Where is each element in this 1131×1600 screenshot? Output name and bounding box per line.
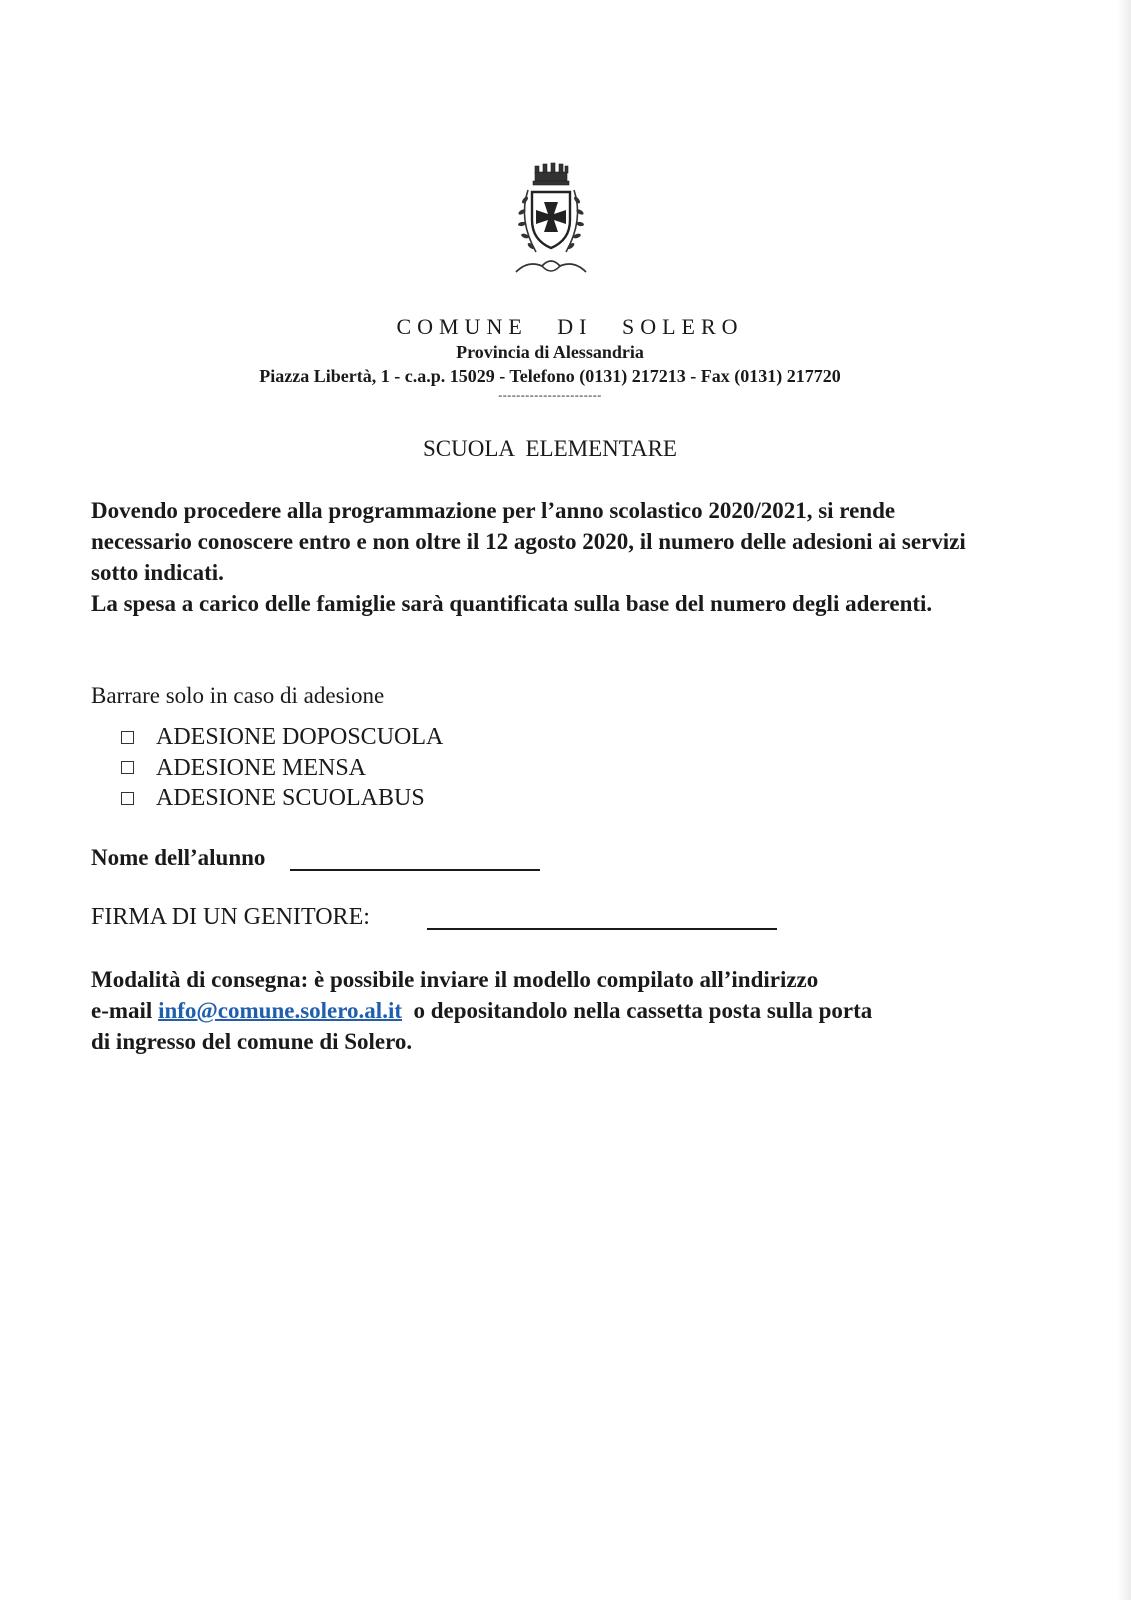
page-edge-shadow [1117, 0, 1131, 1600]
doposcuola-checkbox[interactable] [121, 731, 134, 744]
email-prefix: e-mail [91, 998, 159, 1023]
service-options [121, 722, 443, 814]
option-label: ADESIONE MENSA [156, 754, 366, 781]
intro-paragraph-costs: La spesa a carico delle famiglie sarà quantificata sulla base del numero degli aderenti. [91, 591, 933, 616]
option-scuolabus[interactable] [121, 783, 443, 814]
option-label: ADESIONE DOPOSCUOLA [156, 724, 444, 751]
option-mensa[interactable] [121, 753, 443, 784]
intro-paragraph-programming: Dovendo procedere alla programmazione per l’anno scolastico 2020/2021, si rende necessario conoscere entro e non oltre il 12 agosto 2020, il numero delle adesioni ai servizi sotto indicati. [91, 498, 966, 585]
delivery-instructions [91, 964, 1011, 1057]
delivery-line-2-rest: o depositandolo nella cassetta posta sulla porta [402, 998, 873, 1023]
signature-row [91, 902, 370, 933]
signature-field[interactable] [427, 928, 777, 930]
municipality-name: COMUNE DI SOLERO [396, 314, 744, 339]
student-name-label: Nome dell’alunno [91, 845, 266, 870]
option-label: ADESIONE SCUOLABUS [156, 785, 425, 812]
intro-text [91, 495, 971, 619]
signature-label: FIRMA DI UN GENITORE: [91, 904, 370, 930]
email-link[interactable]: info@comune.solero.al.it [158, 998, 402, 1023]
option-doposcuola[interactable] [121, 722, 443, 753]
province-name: Provincia di Alessandria [456, 342, 644, 362]
mensa-checkbox[interactable] [121, 761, 134, 774]
municipal-crest-logo [508, 160, 594, 286]
student-name-field[interactable] [290, 869, 540, 871]
delivery-line-1: Modalità di consegna: è possibile inviare il modello compilato all’indirizzo [91, 967, 819, 992]
contact-address: Piazza Libertà, 1 - c.a.p. 15029 - Telefono (0131) 217213 - Fax (0131) 217720 [259, 366, 841, 386]
scuolabus-checkbox[interactable] [121, 792, 134, 805]
document-title: SCUOLA ELEMENTARE [423, 436, 677, 461]
delivery-line-3: di ingresso del comune di Solero. [91, 1029, 413, 1054]
instruction-text: Barrare solo in caso di adesione [91, 683, 385, 708]
student-name-row [91, 842, 265, 873]
header-separator: ----------------------- [498, 388, 602, 402]
delivery-line-2 [91, 995, 1011, 1026]
